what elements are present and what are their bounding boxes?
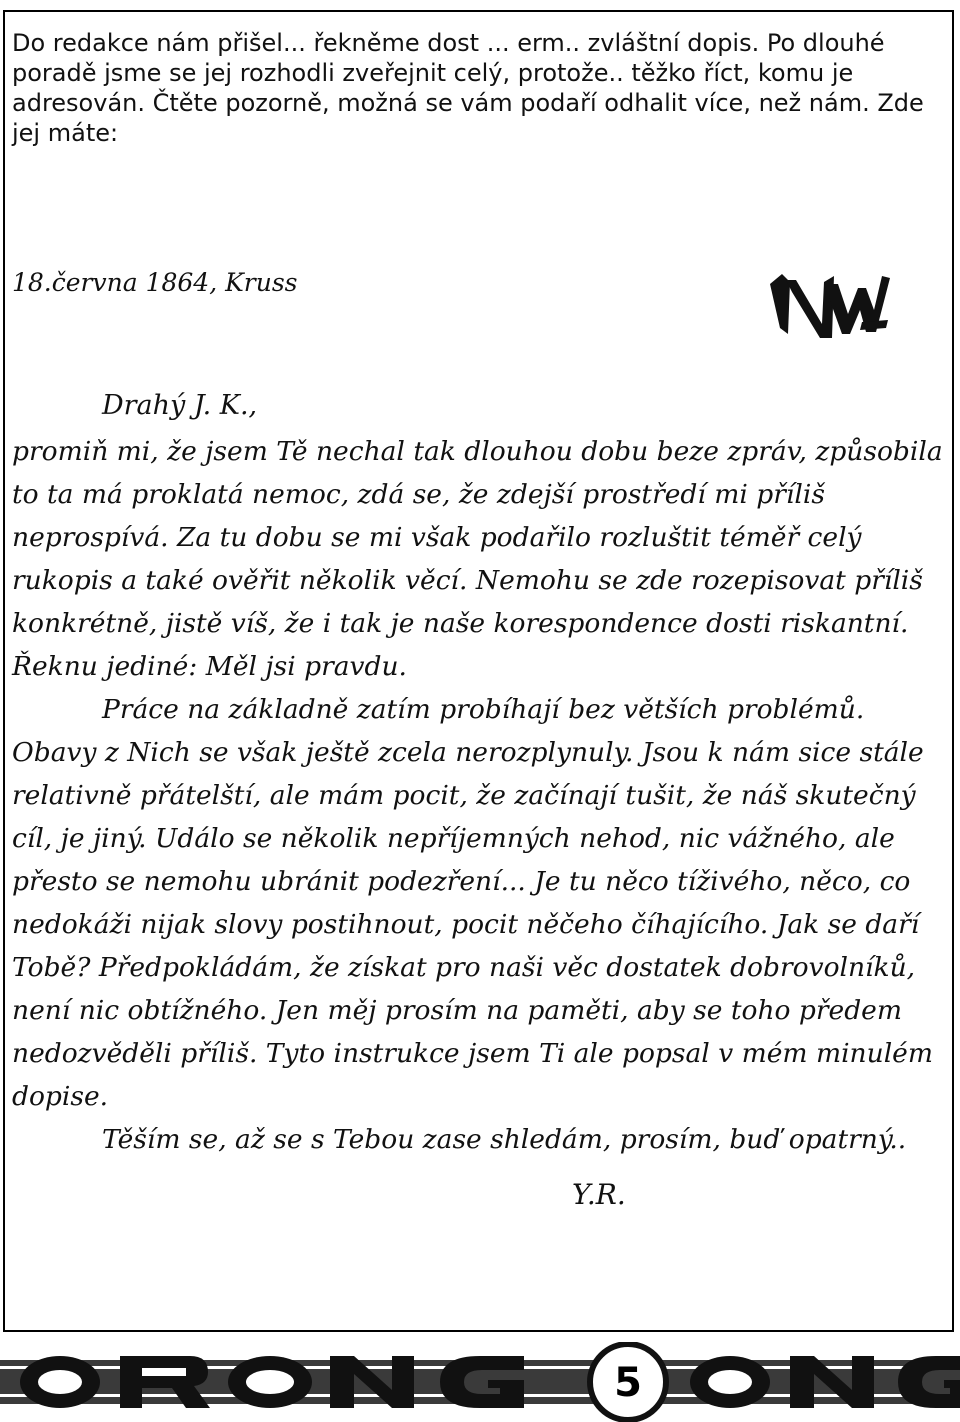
- letter-signature: Y.R.: [572, 1178, 626, 1211]
- page-number: 5: [614, 1360, 642, 1406]
- letter-greeting: Drahý J. K.,: [102, 390, 258, 421]
- letter-paragraph: promiň mi, že jsem Tě nechal tak dlouhou dobu beze zpráv, způsobila to ta má proklatá nemoc, zdá se, že zdejší prostředí mi příliš neprospívá. Za tu dobu se mi však podařilo rozluštit téměř celý rukopis a také ověřit několik věcí. Nemohu se zde rozepisovat příliš konkrétně, jistě víš, že i tak je naše korespondence dosti riskantní. Řeknu jediné: Měl jsi pravdu.: [12, 436, 943, 682]
- letter-date: 18.června 1864, Kruss: [12, 268, 298, 297]
- editorial-intro: Do redakce nám přišel... řekněme dost ... erm.. zvláštní dopis. Po dlouhé poradě jsme se jej rozhodli zveřejnit celý, protože.. těžko říct, komu je adresován. Čtěte pozorně, možná se vám podaří odhalit více, než nám. Zde jej máte:: [12, 29, 924, 147]
- orong-logo: [0, 1342, 960, 1422]
- nw-monogram-icon: [762, 262, 892, 342]
- letter-paragraph: Těším se, až se s Tebou zase shledám, prosím, buď opatrný..: [102, 1124, 907, 1155]
- letter-body: [12, 430, 947, 1161]
- letter-paragraph: Práce na základně zatím probíhají bez větších problémů. Obavy z Nich se však ještě zcela nerozplynuly. Jsou k nám sice stále relativně přátelští, ale mám pocit, že začínají tušit, že náš skutečný cíl, je jiný. Událo se několik nepříjemných nehod, nic vážného, ale přesto se nemohu ubránit podezření... Je tu něco tíživého, něco, co nedokáži nijak slovy postihnout, pocit něčeho číhajícího. Jak se daří Tobě? Předpokládám, že získat pro naši věc dostatek dobrovolníků, není nic obtížného. Jen měj prosím na paměti, aby se toho předem nedozvěděli příliš. Tyto instrukce jsem Ti ale popsal v mém minulém dopise.: [12, 694, 933, 1112]
- footer-banner: [0, 1342, 960, 1422]
